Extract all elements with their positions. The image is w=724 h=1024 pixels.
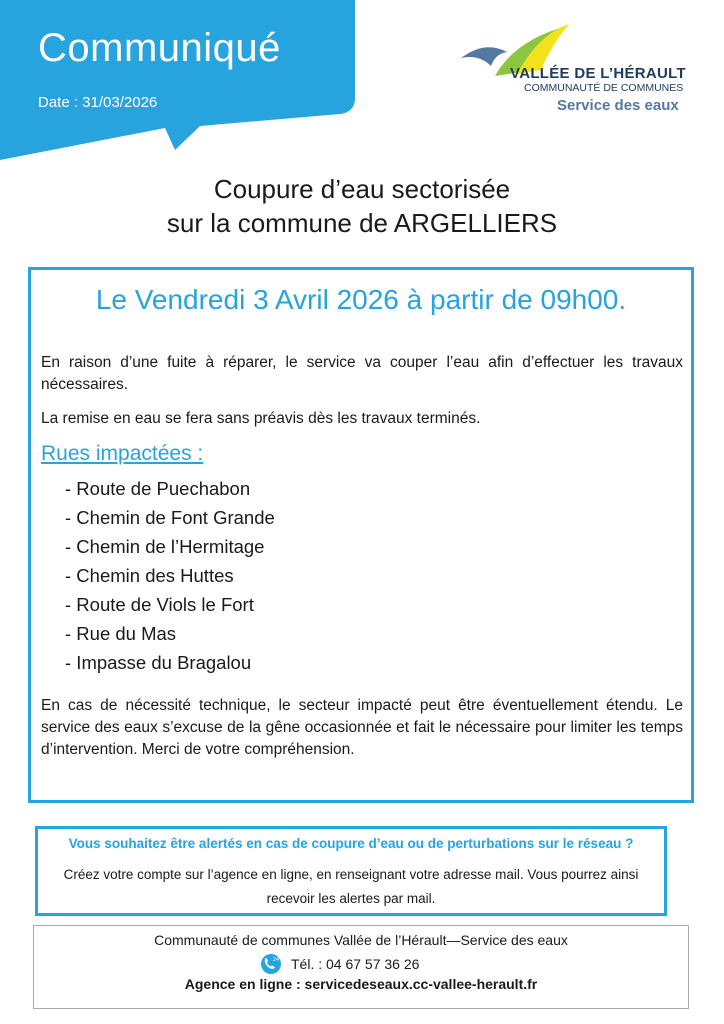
footer-organization: Communauté de communes Vallée de l’Hérault—Service des eaux xyxy=(154,932,568,948)
headline xyxy=(0,172,724,240)
header-banner xyxy=(0,0,355,160)
headline-line-2: sur la commune de ARGELLIERS xyxy=(166,208,558,238)
list-item: - Route de Puechabon xyxy=(65,478,251,499)
banner-shape xyxy=(0,0,355,160)
list-item: - Route de Viols le Fort xyxy=(65,594,254,615)
streets-list xyxy=(65,474,275,677)
streets-heading: Rues impactées : xyxy=(41,442,204,465)
headline-line-1: Coupure d’eau sectorisée xyxy=(213,174,511,204)
alert-box xyxy=(35,826,667,916)
outage-date: Le Vendredi 3 Avril 2026 à partir de 09h00. xyxy=(95,284,627,315)
notice-paragraph-2: La remise en eau se fera sans préavis dès les travaux terminés. xyxy=(41,410,481,427)
logo-name: VALLÉE DE L’HÉRAULT xyxy=(510,65,686,82)
alert-heading: Vous souhaitez être alertés en cas de coupure d’eau ou de perturbations sur le réseau ? xyxy=(68,836,634,851)
notice-paragraph-1: En raison d’une fuite à réparer, le service va couper l’eau afin d’effectuer les travaux nécessaires. xyxy=(41,354,683,393)
list-item: - Chemin de l’Hermitage xyxy=(65,536,265,557)
list-item: - Chemin de Font Grande xyxy=(65,507,275,528)
list-item: - Impasse du Bragalou xyxy=(65,652,252,673)
alert-body: Créez votre compte sur l’agence en ligne, en renseignant votre adresse mail. Vous pourrez ainsi recevoir les alertes par mail. xyxy=(63,867,639,906)
footer-website-link[interactable]: Agence en ligne : servicedeseaux.cc-vallee-herault.fr xyxy=(184,976,538,992)
list-item: - Rue du Mas xyxy=(65,623,177,644)
page-title: Communiqué xyxy=(38,26,281,70)
footer-phone: Tél. : 04 67 57 36 26 xyxy=(291,956,420,972)
publication-date: Date : 31/03/2026 xyxy=(38,94,158,111)
logo-service: Service des eaux xyxy=(557,97,679,114)
logo-subtitle: COMMUNAUTÉ DE COMMUNES xyxy=(524,82,684,94)
notice-box xyxy=(28,267,694,803)
phone-24h-icon xyxy=(259,953,283,975)
notice-paragraph-3: En cas de nécessité technique, le secteur impacté peut être éventuellement étendu. Le service des eaux s’excuse de la gêne occasionnée et fait le nécessaire pour limiter les temps d’intervention. Merci de votre compréhension. xyxy=(41,697,683,758)
phone-icon-label: 24 xyxy=(272,957,280,963)
list-item: - Chemin des Huttes xyxy=(65,565,234,586)
footer-contact xyxy=(33,925,689,1009)
footer-phone-row xyxy=(259,953,419,975)
